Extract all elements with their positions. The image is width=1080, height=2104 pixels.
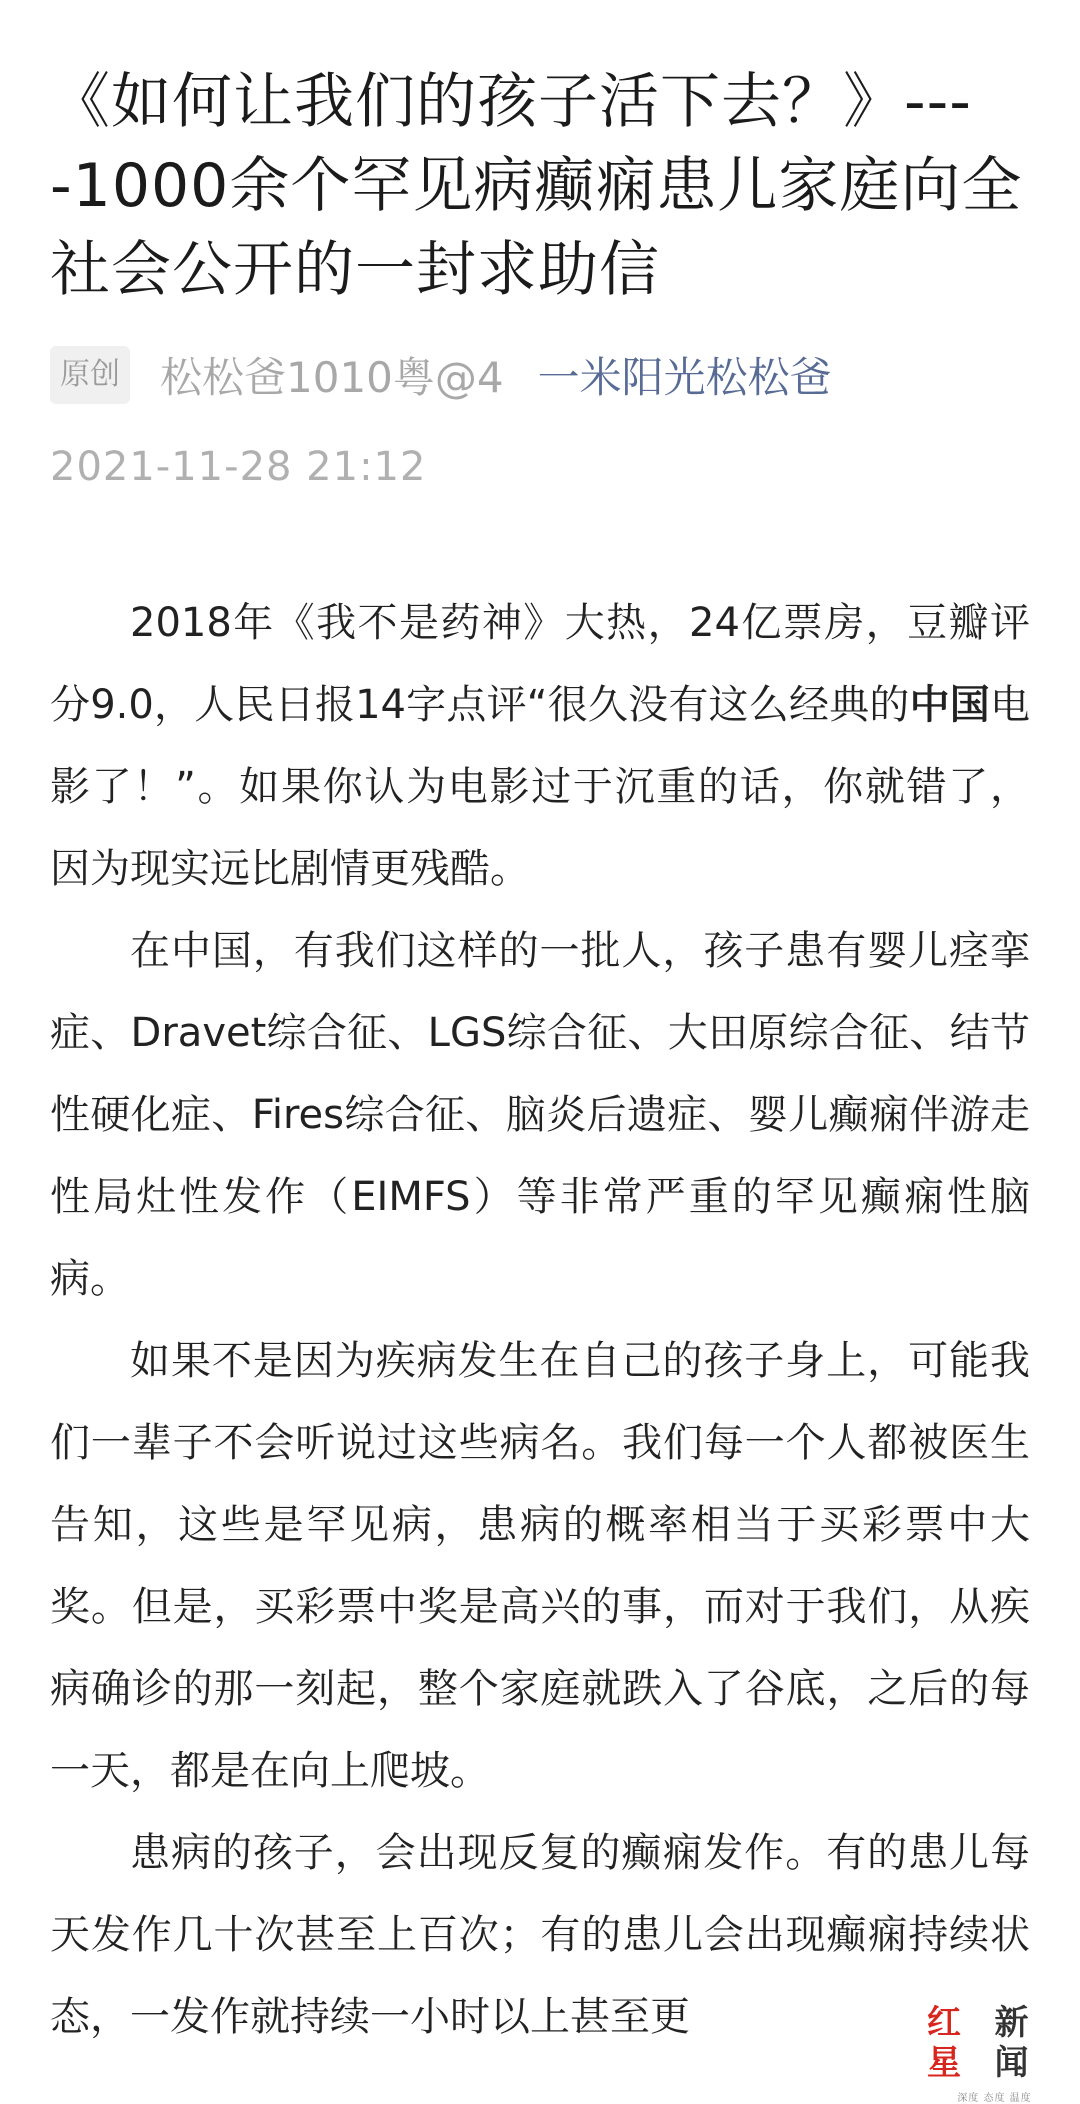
original-tag: 原创 bbox=[50, 346, 130, 404]
paragraph-1-bold: 中国 bbox=[909, 682, 991, 728]
paragraph-2: 在中国，有我们这样的一批人，孩子患有婴儿痉挛症、Dravet综合征、LGS综合征、大田原综合征、结节性硬化症、Fires综合征、脑炎后遗症、婴儿癫痫伴游走性局灶性发作（EIMFS）等非常严重的罕见癫痫性脑病。 bbox=[50, 928, 1030, 1302]
article bbox=[50, 60, 1030, 2058]
paragraph-1-text-b: 电影了！”。如果你认为电影过于沉重的话，你就错了，因为现实远比剧情更残酷。 bbox=[50, 682, 1031, 892]
paragraph-1-text-a: 2018年《我不是药神》大热，24亿票房，豆瓣评分9.0，人民日报14字点评“很久没有这么经典的 bbox=[50, 600, 1030, 728]
article-title: 《如何让我们的孩子活下去？》----1000余个罕见病癫痫患儿家庭向全社会公开的一封求助信 bbox=[50, 67, 1023, 305]
article-meta bbox=[50, 346, 1030, 404]
watermark-slogan: 深度 态度 温度 bbox=[957, 2093, 1032, 2104]
paragraph-3: 如果不是因为疾病发生在自己的孩子身上，可能我们一辈子不会听说过这些病名。我们每一个人都被医生告知，这些是罕见病，患病的概率相当于买彩票中大奖。但是，买彩票中奖是高兴的事，而对于我们，从疾病确诊的那一刻起，整个家庭就跌入了谷底，之后的每一天，都是在向上爬坡。 bbox=[50, 1338, 1030, 1794]
paragraph-1 bbox=[50, 582, 1030, 910]
article-body bbox=[50, 582, 1030, 2058]
author-name: 松松爸1010粤@4 bbox=[160, 353, 504, 402]
publish-date: 2021-11-28 21:12 bbox=[50, 444, 427, 490]
watermark-logo bbox=[927, 2003, 1062, 2104]
watermark-brand bbox=[927, 2003, 1062, 2083]
watermark-brand-dark: 新闻 bbox=[994, 2003, 1029, 2083]
account-link[interactable]: 一米阳光松松爸 bbox=[537, 353, 832, 402]
paragraph-4: 患病的孩子，会出现反复的癫痫发作。有的患儿每天发作几十次甚至上百次；有的患儿会出现癫痫持续状态，一发作就持续一小时以上甚至更 bbox=[50, 1830, 1030, 2040]
watermark-brand-red: 红星 bbox=[927, 2003, 961, 2083]
